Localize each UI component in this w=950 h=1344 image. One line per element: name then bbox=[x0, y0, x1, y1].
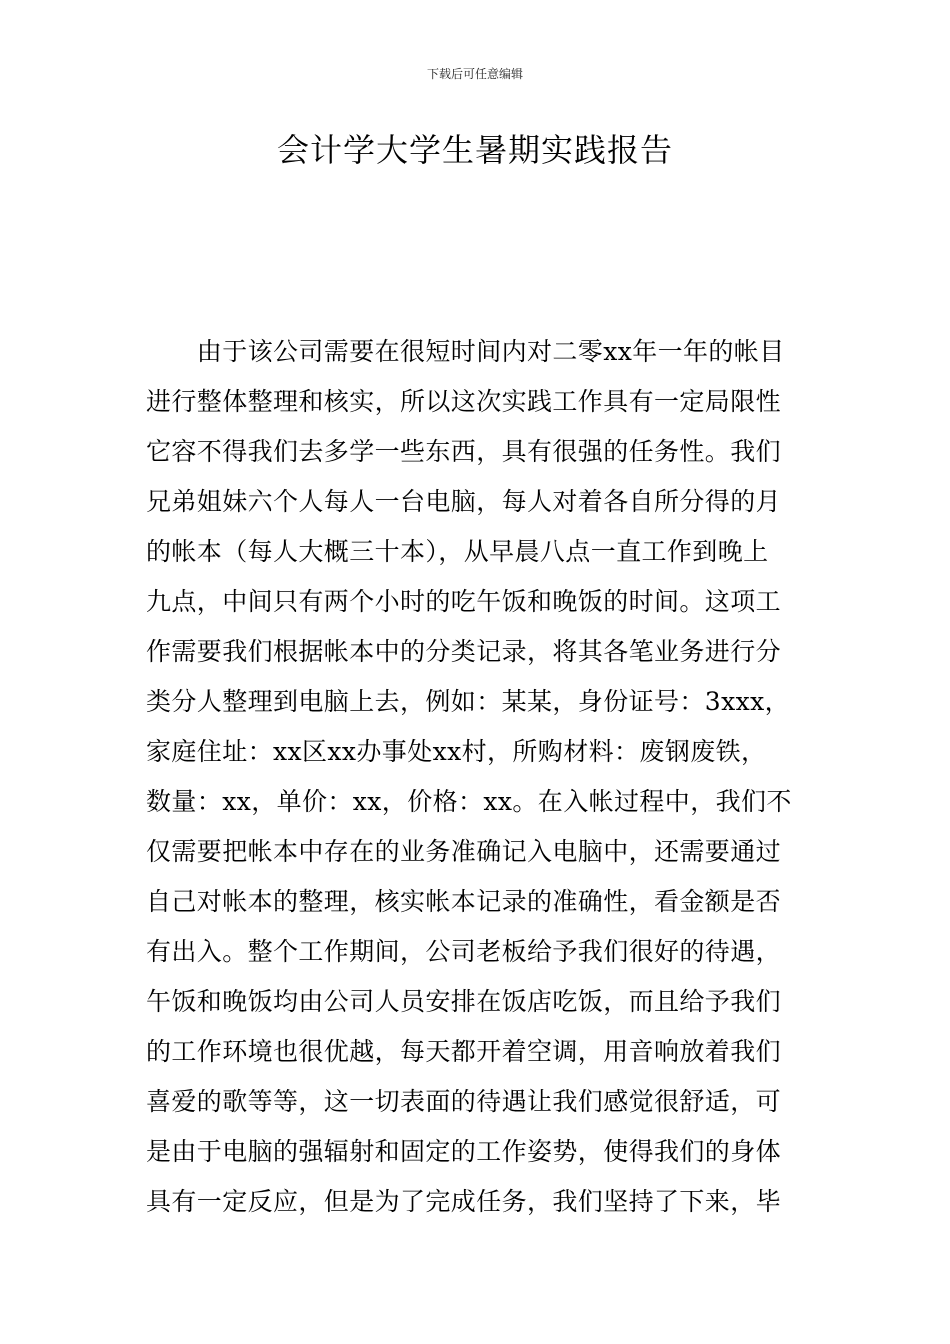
text-line: 九点，中间只有两个小时的吃午饭和晚饭的时间。这项工 bbox=[146, 587, 782, 616]
text-line: 兄弟姐妹六个人每人一台电脑，每人对着各自所分得的月 bbox=[146, 487, 782, 516]
text-line: 的工作环境也很优越，每天都开着空调，用音响放着我们 bbox=[146, 1037, 782, 1066]
text-line: 家庭住址：xx区xx办事处xx村，所购材料：废钢废铁， bbox=[146, 737, 767, 766]
text-line: 仅需要把帐本中存在的业务准确记入电脑中，还需要通过 bbox=[146, 837, 782, 866]
text-line: 有出入。整个工作期间，公司老板给予我们很好的待遇， bbox=[146, 937, 782, 966]
header-note: 下载后可任意编辑 bbox=[426, 67, 523, 81]
text-line: 喜爱的歌等等，这一切表面的待遇让我们感觉很舒适，可 bbox=[146, 1087, 782, 1116]
text-line: 数量：xx，单价：xx，价格：xx。在入帐过程中，我们不 bbox=[146, 787, 792, 816]
text-line: 进行整体整理和核实，所以这次实践工作具有一定局限性 bbox=[146, 387, 782, 416]
text-line: 是由于电脑的强辐射和固定的工作姿势，使得我们的身体 bbox=[146, 1137, 782, 1166]
text-line: 由于该公司需要在很短时间内对二零xx年一年的帐目 bbox=[146, 337, 785, 366]
text-line: 的帐本（每人大概三十本），从早晨八点一直工作到晚上 bbox=[146, 537, 769, 566]
text-line: 具有一定反应，但是为了完成任务，我们坚持了下来，毕 bbox=[146, 1187, 782, 1216]
text-line: 午饭和晚饭均由公司人员安排在饭店吃饭，而且给予我们 bbox=[146, 987, 782, 1016]
text-line: 它容不得我们去多学一些东西，具有很强的任务性。我们 bbox=[146, 437, 782, 466]
text-line: 作需要我们根据帐本中的分类记录，将其各笔业务进行分 bbox=[146, 637, 782, 666]
text-line: 类分人整理到电脑上去，例如：某某，身份证号：3xxx， bbox=[146, 687, 791, 716]
text-line: 自己对帐本的整理，核实帐本记录的准确性，看金额是否 bbox=[146, 887, 782, 916]
body-text bbox=[146, 327, 814, 1227]
document-title: 会计学大学生暑期实践报告 bbox=[276, 131, 673, 169]
